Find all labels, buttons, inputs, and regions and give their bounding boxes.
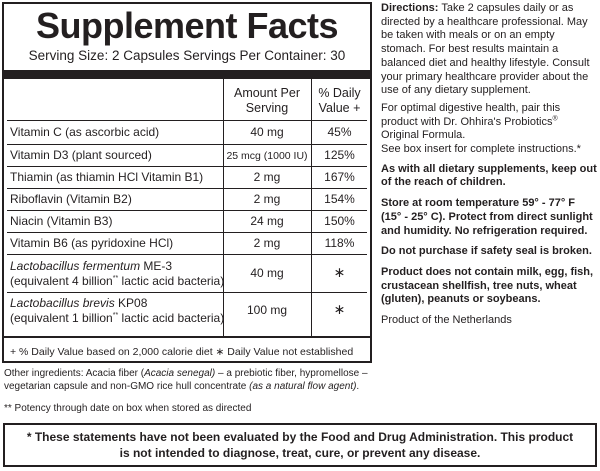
pair-note <box>381 102 597 143</box>
nutrient-dv: 118% <box>324 236 355 250</box>
probiotic-amount: 40 mg <box>250 266 284 280</box>
serving-info: Serving Size: 2 Capsules Servings Per Container: 30 <box>28 48 346 63</box>
double-asterisk: ** <box>112 275 119 282</box>
probiotic-detail <box>10 274 224 289</box>
natural-flow-agent: (as a natural flow agent) <box>249 381 357 392</box>
nutrient-name: Vitamin D3 (plant sourced) <box>10 148 152 162</box>
probiotic-species: Lactobacillus brevis <box>10 296 115 310</box>
header-daily-value: % Daily Value + <box>318 86 361 115</box>
nutrient-amount: 25 mcg (1000 IU) <box>226 150 308 162</box>
probiotic-detail-end: lactic acid bacteria) <box>118 311 225 325</box>
probiotic-strain: KP08 <box>114 296 148 310</box>
nutrient-name: Vitamin C (as ascorbic acid) <box>10 125 160 139</box>
nutrient-dv: 45% <box>327 125 352 139</box>
row-rule <box>7 232 367 233</box>
allergen-statement: Product does not contain milk, egg, fish, crustacean shellfish, tree nuts, wheat (gluten), peanuts or soybeans. <box>381 265 594 306</box>
row-rule <box>7 144 367 145</box>
probiotic-dv: ∗ <box>333 264 346 280</box>
supplement-facts-panel <box>2 2 372 363</box>
other-ingredients-end: . <box>356 381 360 392</box>
seal-warning: Do not purchase if safety seal is broken. <box>381 245 592 258</box>
nutrient-name: Riboflavin (Vitamin B2) <box>10 192 132 206</box>
header-rule <box>7 120 367 121</box>
storage-instructions: Store at room temperature 59° - 77° F (15° - 25° C). Protect from direct sunlight and humidity. No refrigeration required. <box>381 197 593 237</box>
nutrient-dv: 167% <box>324 170 355 184</box>
nutrient-name: Vitamin B6 (as pyridoxine HCl) <box>10 236 174 250</box>
row-rule <box>7 292 367 293</box>
thick-divider <box>4 70 370 79</box>
probiotic-dv: ∗ <box>333 301 346 317</box>
directions-text: Take 2 capsules daily or as directed by a healthcare professional. May be taken with meals or on an empty stomach. For best results maintain a balanced diet and healthy lifestyle. Consult your primary healthcare provider about the use of any dietary supplement. <box>381 2 590 97</box>
other-ingredients-lead: Other ingredients: Acacia fiber ( <box>4 368 145 379</box>
nutrient-amount: 2 mg <box>253 236 281 250</box>
double-asterisk: ** <box>112 312 119 319</box>
probiotic-detail-text: (equivalent 4 billion <box>10 274 113 288</box>
keep-away-warning: As with all dietary supplements, keep out of the reach of children. <box>381 162 597 189</box>
panel-title: Supplement Facts <box>35 5 339 46</box>
disclaimer-line-2: is not intended to diagnose, treat, cure, or prevent any disease. <box>119 445 481 460</box>
header-amount: Amount Per Serving <box>233 86 300 115</box>
potency-note: ** Potency through date on box when stored as directed <box>4 403 252 414</box>
other-ingredients <box>4 367 376 393</box>
row-rule <box>7 254 367 255</box>
probiotic-detail <box>10 311 224 326</box>
acacia-latin: Acacia senegal) <box>144 368 216 379</box>
directions-column <box>381 2 597 332</box>
directions-label: Directions: <box>381 2 439 14</box>
insert-note: See box insert for complete instructions.* <box>381 143 581 156</box>
nutrient-amount: 40 mg <box>250 125 284 139</box>
probiotic-species: Lactobacillus fermentum <box>10 259 141 273</box>
row-rule <box>7 188 367 189</box>
directions <box>381 2 597 98</box>
daily-value-footnote: + % Daily Value based on 2,000 calorie diet ∗ Daily Value not established <box>10 346 354 358</box>
nutrient-amount: 2 mg <box>253 170 281 184</box>
pair-end: Original Formula. <box>381 129 466 142</box>
nutrient-name: Thiamin (as thiamin HCl Vitamin B1) <box>10 170 204 184</box>
column-divider-amount <box>223 79 224 336</box>
fda-disclaimer <box>3 423 597 467</box>
row-rule <box>7 210 367 211</box>
probiotic-detail-text: (equivalent 1 billion <box>10 311 113 325</box>
footnote-rule <box>4 336 370 338</box>
nutrient-name: Niacin (Vitamin B3) <box>10 214 113 228</box>
probiotic-name <box>10 259 172 274</box>
country-of-origin: Product of the Netherlands <box>381 314 512 327</box>
probiotic-amount: 100 mg <box>246 303 288 317</box>
nutrient-dv: 125% <box>324 148 355 162</box>
disclaimer-line-1: * These statements have not been evaluated by the Food and Drug Administration. This product <box>26 430 574 444</box>
nutrient-amount: 24 mg <box>250 214 284 228</box>
probiotic-name <box>10 296 147 311</box>
other-ingredients-mid: – a prebiotic fiber, hypromellose – vegetarian capsule and non-GMO rice hull concentrate <box>4 368 368 392</box>
nutrient-amount: 2 mg <box>253 192 281 206</box>
nutrient-dv: 150% <box>324 214 355 228</box>
nutrient-dv: 154% <box>324 192 355 206</box>
pair-text: For optimal digestive health, pair this product with Dr. Ohhira's Probiotics <box>381 101 561 128</box>
column-divider-dv <box>311 79 312 336</box>
registered-mark: ® <box>552 114 558 122</box>
row-rule <box>7 166 367 167</box>
probiotic-strain: ME-3 <box>140 259 173 273</box>
probiotic-detail-end: lactic acid bacteria) <box>118 274 225 288</box>
